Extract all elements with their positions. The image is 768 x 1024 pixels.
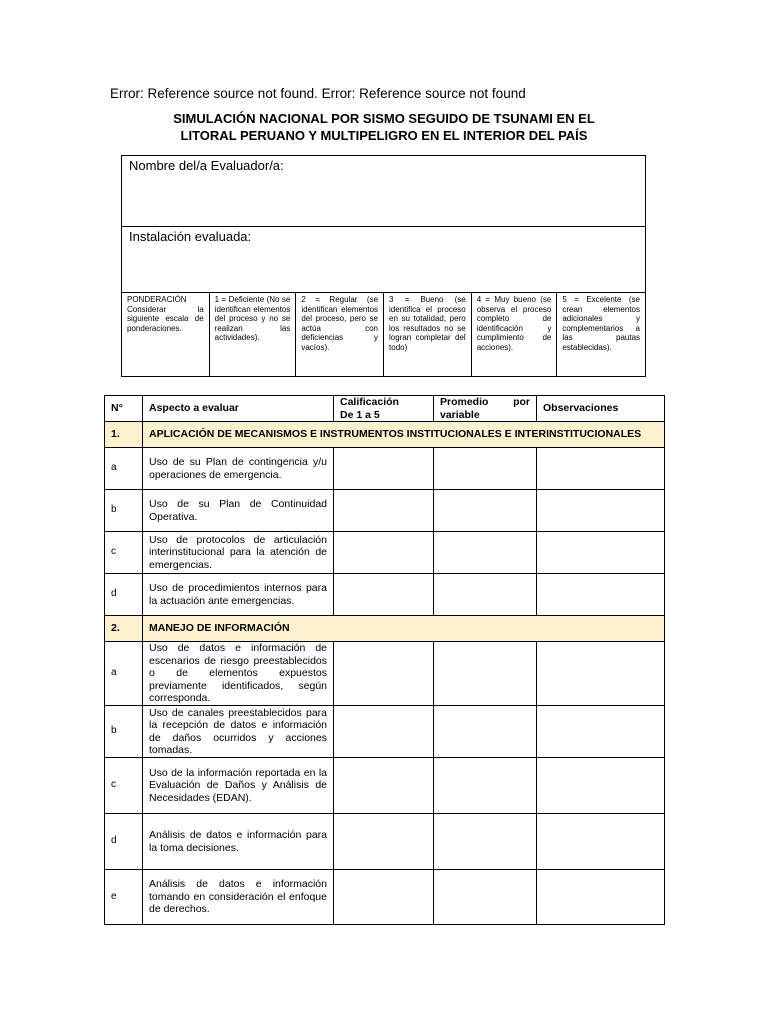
table-row xyxy=(105,574,665,616)
table-header-row xyxy=(105,396,665,422)
promedio-cell[interactable] xyxy=(434,642,537,706)
scale-2-regular: 2 = Regular (se identifican elementos del proceso, pero se actúa con deficiencias y vacíos). xyxy=(296,293,384,376)
aspect-text: Uso de su Plan de contingencia y/u operaciones de emergencia. xyxy=(143,448,334,490)
table-row xyxy=(105,532,665,574)
observaciones-cell[interactable] xyxy=(537,490,665,532)
header-promedio-line2: variable xyxy=(440,408,480,421)
installation-row[interactable] xyxy=(122,227,645,293)
aspect-text: Uso de la información reportada en la Evaluación de Daños y Análisis de Necesidades (EDAN). xyxy=(143,758,334,814)
installation-label: Instalación evaluada: xyxy=(129,229,252,244)
header-promedio xyxy=(434,396,537,422)
title-line-2: LITORAL PERUANO Y MULTIPELIGRO EN EL INTERIOR DEL PAÍS xyxy=(180,128,588,143)
calificacion-cell[interactable] xyxy=(334,706,434,758)
aspect-text: Uso de protocolos de articulación interinstitucional para la atención de emergencias. xyxy=(143,532,334,574)
header-aspect: Aspecto a evaluar xyxy=(143,396,334,422)
observaciones-cell[interactable] xyxy=(537,574,665,616)
ponderation-intro: PONDERACIÓN Considerar la siguiente escala de ponderaciones. xyxy=(122,293,210,376)
evaluation-table xyxy=(104,395,665,925)
promedio-cell[interactable] xyxy=(434,870,537,925)
table-row xyxy=(105,642,665,706)
section-row-2 xyxy=(105,616,665,642)
observaciones-cell[interactable] xyxy=(537,448,665,490)
aspect-text: Uso de procedimientos internos para la actuación ante emergencias. xyxy=(143,574,334,616)
row-letter: d xyxy=(105,814,143,870)
promedio-cell[interactable] xyxy=(434,574,537,616)
header-calificacion xyxy=(334,396,434,422)
evaluator-name-row[interactable] xyxy=(122,156,645,227)
header-observaciones: Observaciones xyxy=(537,396,665,422)
calificacion-cell[interactable] xyxy=(334,870,434,925)
table-row xyxy=(105,706,665,758)
row-letter: b xyxy=(105,706,143,758)
section-title: MANEJO DE INFORMACIÓN xyxy=(143,616,665,642)
evaluation-info-box xyxy=(121,155,646,377)
row-letter: a xyxy=(105,448,143,490)
calificacion-cell[interactable] xyxy=(334,642,434,706)
observaciones-cell[interactable] xyxy=(537,814,665,870)
section-number: 2. xyxy=(105,616,143,642)
row-letter: b xyxy=(105,490,143,532)
ponderation-scale xyxy=(122,293,645,376)
calificacion-cell[interactable] xyxy=(334,532,434,574)
observaciones-cell[interactable] xyxy=(537,758,665,814)
observaciones-cell[interactable] xyxy=(537,870,665,925)
row-letter: e xyxy=(105,870,143,925)
aspect-text: Análisis de datos e información tomando en consideración el enfoque de derechos. xyxy=(143,870,334,925)
calificacion-cell[interactable] xyxy=(334,490,434,532)
promedio-cell[interactable] xyxy=(434,490,537,532)
promedio-cell[interactable] xyxy=(434,814,537,870)
row-letter: c xyxy=(105,532,143,574)
scale-5-excellent: 5 = Excelente (se crean elementos adicionales y complementarios a las pautas establecidas). xyxy=(562,295,641,352)
aspect-text: Uso de canales preestablecidos para la recepción de datos e información de daños ocurridos y acciones tomadas. xyxy=(143,706,334,758)
promedio-cell[interactable] xyxy=(434,532,537,574)
header-num: N° xyxy=(105,396,143,422)
table-row xyxy=(105,448,665,490)
document-title xyxy=(100,110,668,144)
scale-4-very-good: 4 = Muy bueno (se observa el proceso completo de identificación y cumplimiento de acciones). xyxy=(472,293,558,376)
aspect-text: Uso de su Plan de Continuidad Operativa. xyxy=(143,490,334,532)
row-letter: c xyxy=(105,758,143,814)
observaciones-cell[interactable] xyxy=(537,706,665,758)
aspect-text: Uso de datos e información de escenarios de riesgo preestablecidos o de elementos expuestos previamente identificados, según corresponda. xyxy=(143,642,334,706)
header-calificacion-line1: Calificación xyxy=(340,396,399,408)
promedio-cell[interactable] xyxy=(434,448,537,490)
table-row xyxy=(105,814,665,870)
calificacion-cell[interactable] xyxy=(334,814,434,870)
scale-1-deficient: 1 = Deficiente (No se identifican elementos del proceso y no se realizan las actividades). xyxy=(210,293,297,376)
observaciones-cell[interactable] xyxy=(537,532,665,574)
scale-3-good: 3 = Bueno (se identifica el proceso en su totalidad, pero los resultados no se logran completar del todo) xyxy=(384,293,472,376)
section-number: 1. xyxy=(105,422,143,448)
title-line-1: SIMULACIÓN NACIONAL POR SISMO SEGUIDO DE TSUNAMI EN EL xyxy=(173,111,595,126)
section-title: APLICACIÓN DE MECANISMOS E INSTRUMENTOS INSTITUCIONALES E INTERINSTITUCIONALES xyxy=(143,422,665,448)
table-row xyxy=(105,490,665,532)
calificacion-cell[interactable] xyxy=(334,758,434,814)
header-promedio-line1: Promedio por xyxy=(440,396,530,408)
evaluator-name-label: Nombre del/a Evaluador/a: xyxy=(129,158,284,173)
promedio-cell[interactable] xyxy=(434,706,537,758)
observaciones-cell[interactable] xyxy=(537,642,665,706)
error-reference-line: Error: Reference source not found. Error: Reference source not found xyxy=(110,86,526,101)
row-letter: a xyxy=(105,642,143,706)
calificacion-cell[interactable] xyxy=(334,448,434,490)
calificacion-cell[interactable] xyxy=(334,574,434,616)
header-calificacion-line2: De 1 a 5 xyxy=(340,408,380,421)
promedio-cell[interactable] xyxy=(434,758,537,814)
table-row xyxy=(105,870,665,925)
table-row xyxy=(105,758,665,814)
row-letter: d xyxy=(105,574,143,616)
section-row-1 xyxy=(105,422,665,448)
aspect-text: Análisis de datos e información para la toma decisiones. xyxy=(143,814,334,870)
